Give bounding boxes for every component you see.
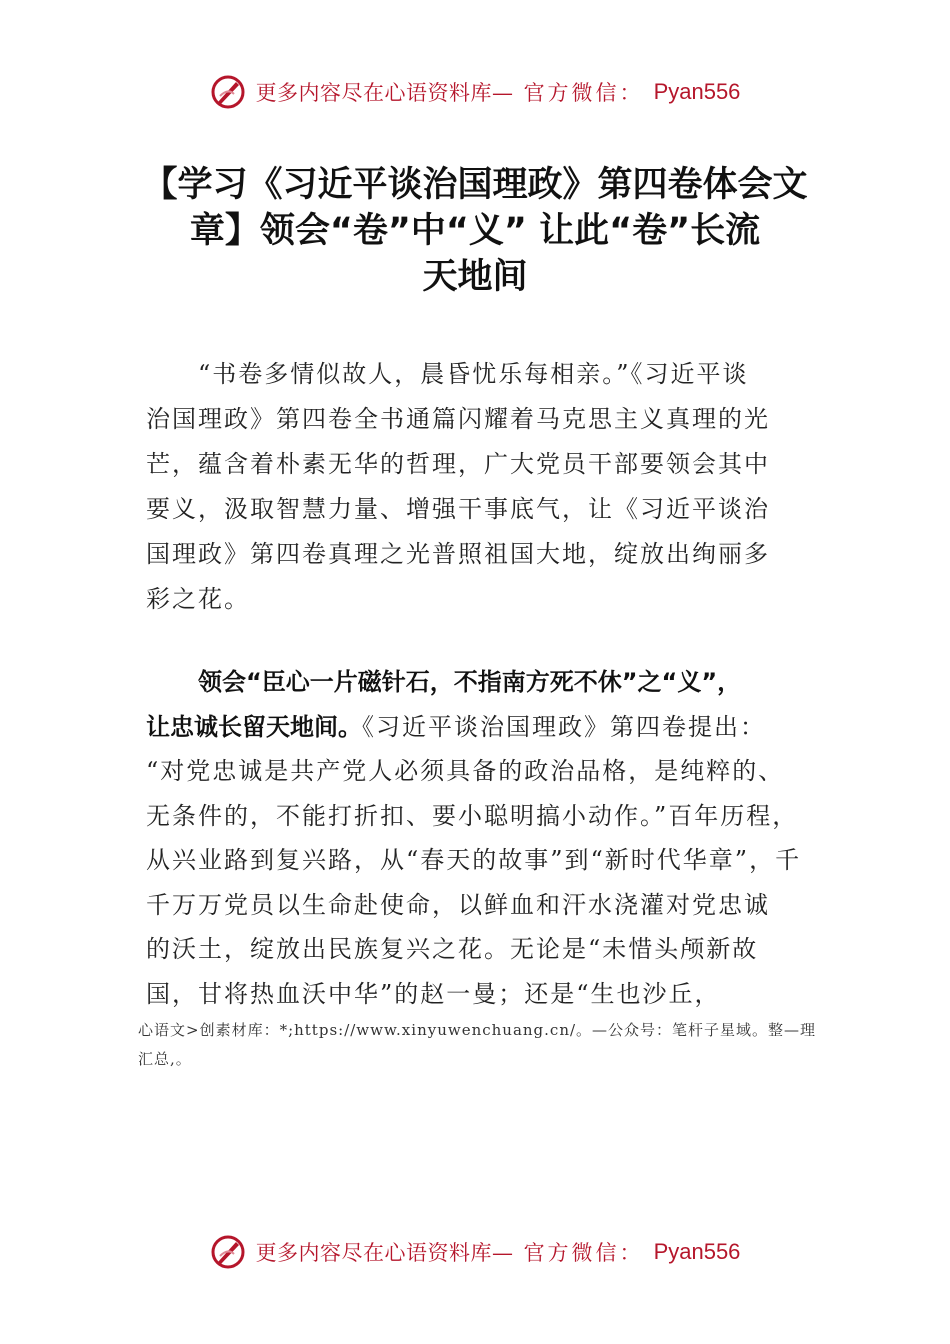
text-line: 彩之花。 [146, 585, 250, 613]
text-line: 治国理政》第四卷全书通篇闪耀着马克思主义真理的光 [146, 405, 770, 433]
banner-wechat-label: 官方微信： [523, 81, 644, 105]
text-line: 千万万党员以生命赴使命，以鲜血和汗水浇灌对党忠诚 [146, 890, 770, 919]
banner-text: 更多内容尽在心语资料库— [255, 81, 514, 105]
banner-wechat-id: Pyan556 [653, 1239, 741, 1264]
footnote-line: 心语文>创素材库：*;https://www.xinyuwenchuang.cn/。—公众号：笔杆子星域。整—理 [138, 1021, 817, 1039]
banner-wechat-id: Pyan556 [653, 79, 741, 104]
title-line: 【学习《习近平谈治国理政》第四卷体会文 [142, 165, 808, 205]
paragraph-intro [146, 352, 811, 622]
footer-banner [0, 1232, 950, 1272]
source-footnote [138, 1016, 838, 1074]
text-line [146, 705, 811, 750]
text-line: 芒，蕴含着朴素无华的哲理，广大党员干部要领会其中 [146, 450, 770, 478]
article-title [130, 162, 820, 300]
text-line: 无条件的，不能打折扣、要小聪明搞小动作。”百年历程， [146, 801, 799, 830]
pen-scroll-logo-icon [210, 1234, 246, 1270]
footnote-line: 汇总,。 [138, 1050, 192, 1068]
text-line: “对党忠诚是共产党人必须具备的政治品格，是纯粹的、 [146, 757, 785, 785]
text-line: 的沃土，绽放出民族复兴之花。无论是“未惜头颅新故 [146, 935, 759, 963]
lead-line: 领会“臣心一片磁针石，不指南方死不休”之“义”， [198, 668, 742, 696]
text-line: 从兴业路到复兴路，从“春天的故事”到“新时代华章”，千 [146, 846, 802, 874]
title-line: 章】领会“卷”中“义” 让此“卷”长流 [189, 211, 761, 251]
lead-sentence: 让忠诚长留天地间。 [146, 712, 362, 741]
header-banner [0, 72, 950, 112]
text-fragment: 《习近平谈治国理政》第四卷提出： [362, 712, 766, 741]
banner-text: 更多内容尽在心语资料库— [255, 1241, 514, 1265]
text-line: 国理政》第四卷真理之光普照祖国大地，绽放出绚丽多 [146, 540, 770, 568]
banner-wechat-label: 官方微信： [523, 1241, 644, 1265]
title-line: 天地间 [422, 257, 528, 297]
text-line: 要义，汲取智慧力量、增强干事底气，让《习近平谈治 [146, 495, 770, 523]
text-line: 国，甘将热血沃中华”的赵一曼；还是“生也沙丘， [146, 979, 721, 1008]
text-line: “书卷多情似故人，晨昏忧乐每相亲。”《习近平谈 [198, 360, 749, 388]
paragraph-loyalty [146, 660, 811, 1016]
pen-scroll-logo-icon [210, 74, 246, 110]
